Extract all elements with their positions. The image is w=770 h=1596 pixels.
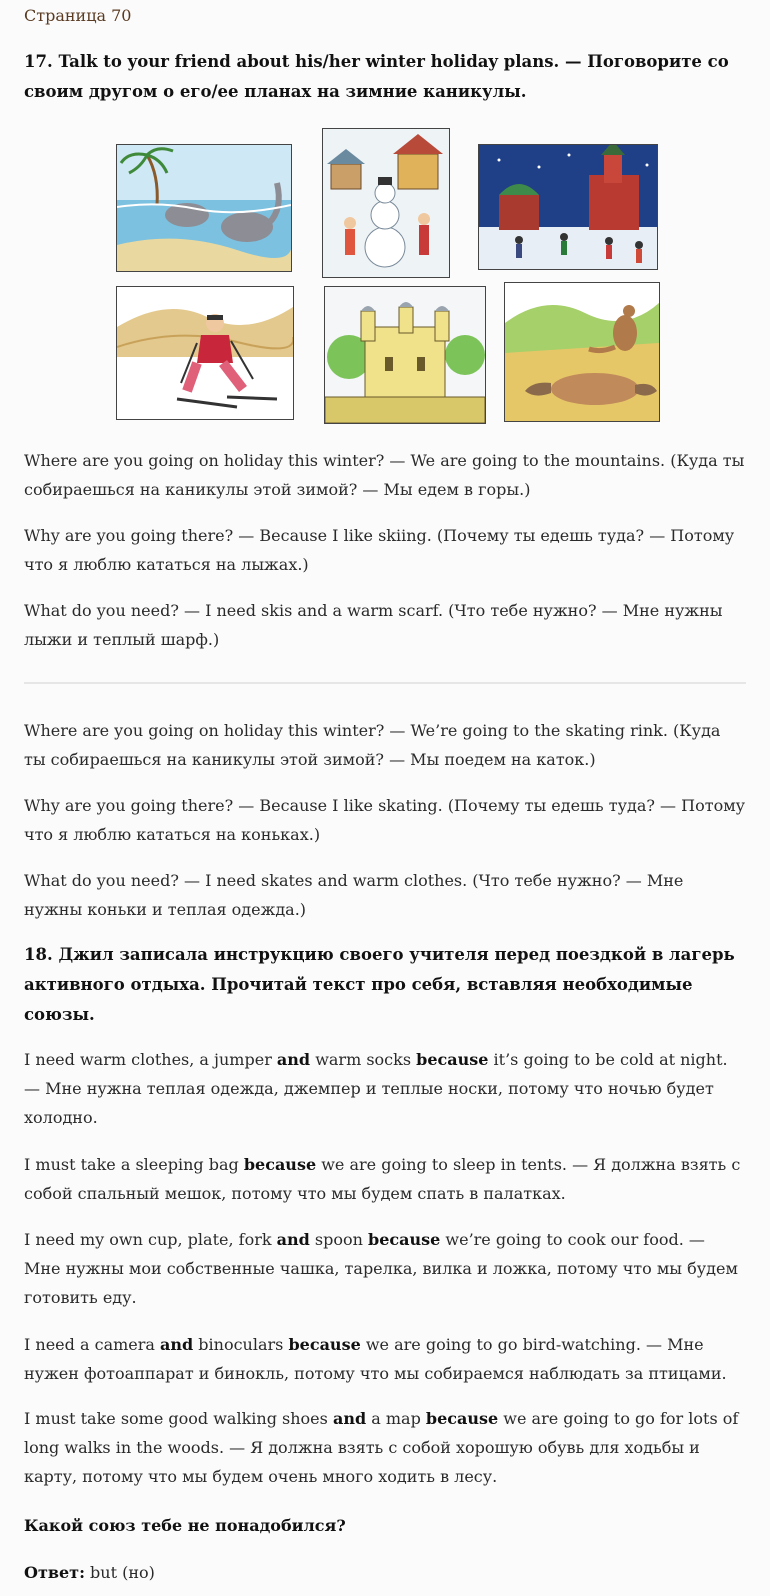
sentence-2-text-b: we are going to sleep in tents. — Я должна взять с собой спальный мешок, потому что мы будем спать в палатках. <box>24 1155 741 1203</box>
answer <box>24 1558 746 1587</box>
dialog-2-line-1: Where are you going on holiday this winter? — We’re going to the skating rink. (Куда ты собираешься на каникулы этой зимой? — Мы поедем на каток.) <box>24 721 721 769</box>
red-square-skating-picture <box>478 144 658 270</box>
sentence-4-text-a: I need a camera <box>24 1335 161 1354</box>
sentence-1 <box>24 1045 746 1132</box>
answer-value: but (но) <box>84 1563 155 1582</box>
question <box>24 1511 746 1540</box>
section-divider <box>24 682 746 684</box>
sentence-1-text-b: warm socks <box>310 1050 417 1069</box>
sentence-2 <box>24 1150 746 1208</box>
platypus-kangaroo-icon <box>505 283 659 421</box>
dialog-1-line-1: Where are you going on holiday this winter? — We are going to the mountains. (Куда ты собираешься на каникулы этой зимой? — Мы едем в горы.) <box>24 451 745 499</box>
sentence-5-text-a: I must take some good walking shoes <box>24 1409 333 1428</box>
kremlin-skating-icon <box>479 145 657 269</box>
answer-label: Ответ: <box>24 1563 85 1582</box>
sentence-2-text-a: I must take a sleeping bag <box>24 1155 244 1174</box>
sentence-5-text-b: a map <box>366 1409 426 1428</box>
sentence-3-text-b: spoon <box>309 1230 369 1249</box>
snowman-village-picture <box>322 128 450 278</box>
sentence-1-text-a: I need warm clothes, a jumper <box>24 1050 277 1069</box>
task-17-heading: 17. Talk to your friend about his/her winter holiday plans. — Поговорите со своим другом о его/ее планах на зимние каникулы. <box>24 52 729 101</box>
sentence-1-text-c: it’s going to be cold at night. — Мне нужна теплая одежда, джемпер и теплые носки, потому что ночью будет холодно. <box>24 1050 728 1127</box>
dialog-1-line-3: What do you need? — I need skis and a warm scarf. (Что тебе нужно? — Мне нужны лыжи и теплый шарф.) <box>24 601 723 649</box>
sentence-4 <box>24 1330 746 1388</box>
castle-icon <box>325 287 485 423</box>
sentence-4-conjunction-b: because <box>288 1335 361 1354</box>
castle-picture <box>324 286 486 424</box>
sentence-3-text-a: I need my own cup, plate, fork <box>24 1230 277 1249</box>
sentence-4-conjunction-a: and <box>160 1335 194 1354</box>
sentence-3-conjunction-a: and <box>276 1230 310 1249</box>
sentence-2-conjunction-a: because <box>243 1155 317 1174</box>
sentence-3-conjunction-b: because <box>368 1230 441 1249</box>
elephants-beach-picture <box>116 144 292 272</box>
page-label: Страница 70 <box>24 6 132 25</box>
sentence-3 <box>24 1225 746 1312</box>
sentence-1-conjunction-a: and <box>276 1050 311 1069</box>
sentence-4-text-c: we are going to go bird-watching. — Мне нужен фотоаппарат и бинокль, потому что мы собираемся наблюдать за птицами. <box>24 1335 727 1383</box>
dialog-2-line-3: What do you need? — I need skates and warm clothes. (Что тебе нужно? — Мне нужны коньки и теплая одежда.) <box>24 871 684 919</box>
skier-picture <box>116 286 294 420</box>
elephants-beach-icon <box>117 145 291 271</box>
skier-icon <box>117 287 293 419</box>
sentence-5-text-c: we are going to go for lots of long walks in the woods. — Я должна взять с собой хорошую обувь для ходьбы и карту, потому что мы будем очень много ходить в лесу. <box>24 1409 739 1486</box>
dialog-2-line-2: Why are you going there? — Because I like skating. (Почему ты едешь туда? — Потому что я люблю кататься на коньках.) <box>24 796 746 844</box>
sentence-1-conjunction-b: because <box>416 1050 489 1069</box>
question-text: Какой союз тебе не понадобился? <box>24 1516 346 1535</box>
snowman-icon <box>323 129 449 277</box>
sentence-4-text-b: binoculars <box>193 1335 289 1354</box>
dialog-1-line-2: Why are you going there? — Because I like skiing. (Почему ты едешь туда? — Потому что я люблю кататься на лыжах.) <box>24 526 735 574</box>
sentence-5 <box>24 1404 746 1491</box>
sentence-5-conjunction-b: because <box>425 1409 499 1428</box>
task-18-heading: 18. Джил записала инструкцию своего учителя перед поездкой в лагерь активного отдыха. Прочитай текст про себя, вставляя необходимые союзы. <box>24 945 735 1024</box>
sentence-5-conjunction-a: and <box>332 1409 367 1428</box>
platypus-kangaroo-picture <box>504 282 660 422</box>
sentence-3-text-c: we’re going to cook our food. — Мне нужны мои собственные чашка, тарелка, вилка и ложка, потому что мы будем готовить еду. <box>24 1230 738 1307</box>
